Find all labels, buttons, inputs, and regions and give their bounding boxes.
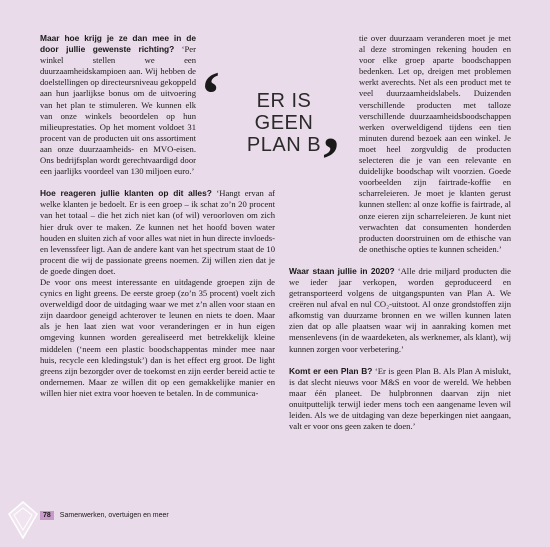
paragraph [289,366,511,433]
open-quote-mark: ‘ [200,58,222,129]
question-1: Maar hoe krijg je ze dan mee in de door jullie gewenste richting? [40,33,196,55]
answer-2: ‘Hangt ervan af welke klanten je bedoelt. Er is een groep – ik schat zo’n 20 procent van het totaal – die het zich niet kan (of wil) veroorloven om zich hier druk over te maken. Ze kunnen net het hoofd boven water houden en sluiten zich af voor alles wat niet in hun directe invloeds- en levenssfeer ligt. Aan de andere kant van het spectrum staat de 10 procent die wij de passionate greens noemen. Zij willen zien dat je de goede dingen doet. [40,188,275,276]
answer-4: ‘Er is geen Plan B. Als Plan A mislukt, is dat slecht nieuws voor M&S en voor de wereld. We hebben maar één planeet. De hulpbronnen daarvan zijn niet onuitputtelijk terwijl ieder mens toch een aangename leven wil leiden. Als we de uitdaging van deze beperkingen niet aangaan, valt er voor ons geen zaken te doen.’ [289,365,511,432]
paragraph [40,188,275,277]
right-column [289,33,511,432]
paragraph [289,266,511,355]
paragraph [40,33,196,177]
pull-quote-text: ER IS GEEN PLAN B [246,90,322,156]
question-4: Komt er een Plan B? [289,365,373,376]
answer-3: ‘Alle drie miljard producten die we ieder jaar verkopen, worden geproduceerd en getransporteerd volgens de uitgangspunten van Plan A. We creëren nul afval en nul CO₂-uitstoot. Al onze grondstoffen zijn afkomstig van duurzame bronnen en we willen kunnen laten zien dat op alle plaatsen waar wij in aanraking komen met mensenlevens (in de waardeketen, als werknemer, als klant), wij kunnen zorgen voor verbetering.’ [289,265,511,354]
paragraph: tie over duurzaam veranderen moet je met al deze stromingen rekening houden en voor elke groep aparte boodschappen bedenken. Let op, dreigen met problemen werkt averechts. Net als een product met te veel duurzaamheidslabels. Duizenden verschillende producten met talloze verschillende duurzaamheidsboodschappen werken overweldigend tijdens een tien minuten durend bezoek aan een winkel. Je moet heel zorgvuldig de producten selecteren die je van een relevante en duidelijke boodschap wilt voorzien. Goede voorbeelden zijn fairtrade-koffie en scharreleieren. Je moet je klanten gerust kunnen stellen: al onze koffie is fairtrade, al onze eieren zijn scharreleieren. Je kunt niet verwachten dat consumenten honderden producten doorstruinen om de ethische van de onethische opties te kunnen scheiden.’ [359,33,511,254]
page-number: 78 [40,511,54,520]
paragraph: De voor ons meest interessante en uitdagende groepen zijn de cynics en light greens. De eerste groep (zo’n 35 procent) voelt zich overweldigd door de uitdaging waar we met z’n allen voor staan en zijn daardoor geneigd achterover te leunen en niets te doen. Maar als je hen laat zien wat voor veranderingen er in hun eigen omgeving kunnen worden gerealiseerd met betrekkelijk kleine middelen (‘neem een plastic boodschappentas minder mee naar huis, recycle een kledingstuk’) dan is het effect erg groot. De light greens zijn bezorgder over de toekomst en zijn eerder bereid actie te ondernemen. Maar ze willen dit op een gemakkelijke manier en willen hier niet extra voor hoeven te betalen. In de communica- [40,276,275,398]
question-3: Waar staan jullie in 2020? [289,265,395,276]
page-footer [40,508,169,522]
answer-1: ‘Per winkel stellen we een duurzaamheidskampioen aan. Wij hebben de doelstellingen op directeursniveau gekoppeld aan hun jaarlijkse bonus om de uitvoering van het plan te stimuleren. We kunnen elk van onze winkels beoordelen op hun milieuprestaties. Op het moment voldoet 31 procent van de producten uit ons assortiment aan onze duurzaamheids- en MVO-eisen. Ons bedrijfsplan wordt gerechtvaardigd door een jaarlijks voordeel van 130 miljoen euro.’ [40,44,196,177]
watermark-logo-icon [6,500,40,540]
section-title: Samenwerken, overtuigen en meer [59,511,169,519]
close-quote-mark: ’ [320,124,342,195]
question-2: Hoe reageren jullie klanten op dit alles? [40,188,212,199]
